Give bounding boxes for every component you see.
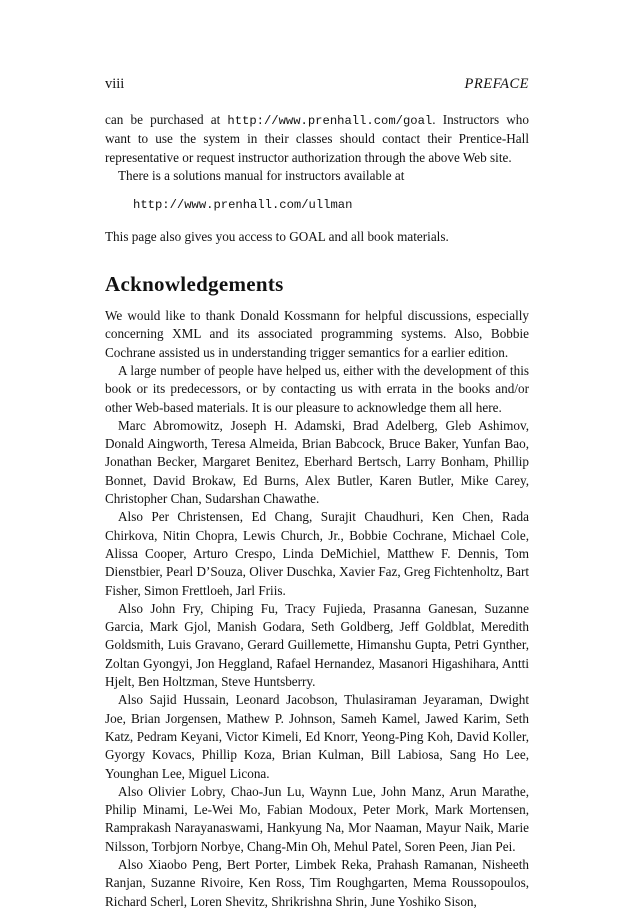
intro-text: can be purchased at	[105, 112, 228, 127]
ack-paragraph: Also Sajid Hussain, Leonard Jacobson, Thulasiraman Jeyaraman, Dwight Joe, Brian Jorgensen, Mathew P. Johnson, Sameh Kamel, Jawed Karim, Seth Katz, Pedram Keyani, Victor Kimeli, Ed Knorr, Yeong-Ping Koh, David Koller, Gyorgy Kovacs, Phillip Koza, Brian Kulman, Bill Labiosa, Sang Ho Lee, Younghan Lee, Miguel Licona.	[105, 692, 529, 781]
intro-paragraph-3: This page also gives you access to GOAL and all book materials.	[105, 229, 449, 245]
ack-paragraph: A large number of people have helped us, either with the development of this book or its predecessors, or by contacting us with errata in the books and/or other Web-based materials. It is our pleasure to acknowledge them all here.	[105, 362, 529, 415]
ack-paragraph: We would like to thank Donald Kossmann for helpful discussions, especially concerning XML and its associated programming systems. Also, Bobbie Cochrane assisted us in understanding trigger semantics for a earlier edition.	[105, 308, 529, 360]
section-title: PREFACE	[464, 76, 529, 92]
solutions-url: http://www.prenhall.com/ullman	[133, 198, 353, 213]
ack-paragraph: Also Per Christensen, Ed Chang, Surajit Chaudhuri, Ken Chen, Rada Chirkova, Nitin Chopra, Lewis Church, Jr., Bobbie Cochrane, Michael Cole, Alissa Cooper, Arturo Crespo, Linda DeMichiel, Matthew F. Dennis, Tom Dienstbier, Pearl D’Souza, Oliver Duschka, Xavier Faz, Greg Fichtenholtz, Bart Fisher, Simon Frettloeh, Jarl Friis.	[105, 509, 529, 598]
acknowledgements-heading: Acknowledgements	[105, 271, 284, 296]
intro-paragraph-1	[105, 111, 529, 167]
ack-paragraph: Also John Fry, Chiping Fu, Tracy Fujieda, Prasanna Ganesan, Suzanne Garcia, Mark Gjol, Manish Godara, Seth Goldberg, Jeff Goldblat, Meredith Goldsmith, Luis Gravano, Gerard Guillemette, Himanshu Gupta, Petri Gynther, Zoltan Gyongyi, Jon Heggland, Rafael Hernandez, Masanori Higashihara, Antti Hjelt, Ben Holtzman, Steve Huntsberry.	[105, 600, 529, 690]
body-text	[105, 111, 529, 911]
running-header	[105, 76, 529, 94]
ack-paragraph: Also Xiaobo Peng, Bert Porter, Limbek Reka, Prahash Ramanan, Nisheeth Ranjan, Suzanne Rivoire, Ken Ross, Tim Roughgarten, Mema Roussopoulos, Richard Scherl, Loren Shevitz, Shrikrishna Shrin, June Yoshiko Sison,	[105, 856, 529, 909]
intro-text-cont: . Instructors who want to use the system in their classes should contact their Prentice-Hall representative or request instructor authorization through the above Web site.	[105, 112, 529, 165]
ack-paragraph: Also Olivier Lobry, Chao-Jun Lu, Waynn Lue, John Manz, Arun Marathe, Philip Minami, Le-Wei Mo, Fabian Modoux, Peter Mork, Mark Mortensen, Ramprakash Narayanaswami, Hankyung Na, Mor Naaman, Mayur Naik, Marie Nilsson, Torbjorn Norbye, Chang-Min Oh, Mehul Patel, Soren Peen, Jian Pei.	[105, 783, 529, 854]
ack-paragraph: Marc Abromowitz, Joseph H. Adamski, Brad Adelberg, Gleb Ashimov, Donald Aingworth, Teresa Almeida, Brian Babcock, Bruce Baker, Yunfan Bao, Jonathan Becker, Margaret Benitez, Eberhard Bertsch, Larry Bonham, Phillip Bonnet, David Brokaw, Ed Burns, Alex Butler, Karen Butler, Mike Carey, Christopher Chan, Sudarshan Chawathe.	[105, 417, 529, 507]
intro-paragraph-2: There is a solutions manual for instructors available at	[118, 167, 405, 183]
page-number: viii	[105, 76, 125, 92]
goal-url: http://www.prenhall.com/goal	[227, 114, 433, 128]
